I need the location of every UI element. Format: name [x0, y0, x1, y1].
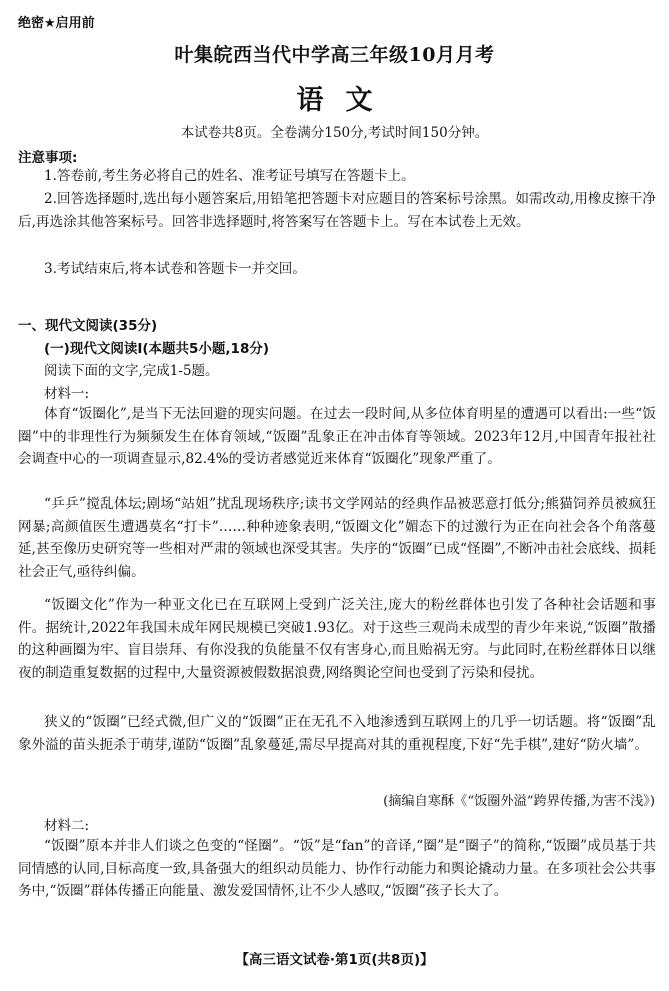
material1-paragraph-3: “饭圈文化”作为一种亚文化已在互联网上受到广泛关注,庞大的粉丝群体也引发了各种社会话题和事件。据统计,2022年我国未成年网民规模已突破1.93亿。对于这些三观尚未成型的青少年来说,“饭圈”散播的这种画圈为牢、盲目崇拜、有你没我的负能量不仅有害身心,而且贻祸无穷。与此同时,在粉丝群体日以继夜的制造重复数据的过程中,大量资源被假数据浪费,网络舆论空间也受到了污染和侵扰。	[18, 597, 656, 681]
notice-heading: 注意事项:	[18, 150, 78, 166]
material1-paragraph-2: “乒乒”搅乱体坛;剧场“站姐”扰乱现场秩序;读书文学网站的经典作品被恶意打低分;熊猫饲养员被疯狂网暴;高颜值医生遭遇莫名“打卡”……种种迹象表明,“饭圈文化”媚态下的过激行为正在向社会各个角落蔓延,甚至像历史研究等一些相对严肃的领域也深受其害。失序的“饭圈”已成“怪圈”,不断冲击社会底线、损耗社会正气,亟待纠偏。	[18, 496, 656, 580]
page-footer: 【高三语文试卷·第1页(共8页)】	[235, 952, 434, 968]
material1-paragraph-4: 狭义的“饭圈”已经式微,但广义的“饭圈”正在无孔不入地渗透到互联网上的几乎一切话题。将“饭圈”乱象外溢的苗头扼杀于萌芽,谨防“饭圈”乱象蔓延,需尽早提高对其的重视程度,下好“先手棋”,建好“防火墙”。	[18, 714, 656, 753]
material1-paragraph-1: 体育“饭圈化”,是当下无法回避的现实问题。在过去一段时间,从多位体育明星的遭遇可以看出:一些“饭圈”中的非理性行为频频发生在体育领域,“饭圈”乱象正在冲击体育等领域。2023年12月,中国青年报社社会调查中心的一项调查显示,82.4%的受访者感觉近来体育“饭圈化”现象严重了。	[18, 406, 656, 468]
material1-label: 材料一:	[44, 386, 90, 402]
confidential-mark: 绝密★启用前	[18, 16, 95, 31]
exam-title: 叶集皖西当代中学高三年级10月月考	[174, 44, 495, 66]
exam-info: 本试卷共8页。全卷满分150分,考试时间150分钟。	[180, 125, 489, 141]
notice-item-1: 1.答卷前,考生务必将自己的姓名、准考证号填写在答题卡上。	[44, 168, 415, 184]
subsection-heading: (一)现代文阅读Ⅰ(本题共5小题,18分)	[44, 341, 270, 357]
material2-label: 材料二:	[44, 818, 90, 834]
material2-paragraph-1: “饭圈”原本并非人们谈之色变的“怪圈”。“饭”是“fan”的音译,“圈”是“圈子”的简称,“饭圈”成员基于共同情感的认同,目标高度一致,具备强大的组织动员能力、协作行动能力和舆论撬动力量。在多项社会公共事务中,“饭圈”群体传播正向能量、激发爱国情怀,让不少人感叹,“饭圈”孩子长大了。	[18, 838, 656, 900]
notice-item-2: 2.回答选择题时,选出每小题答案后,用铅笔把答题卡对应题目的答案标号涂黑。如需改动,用橡皮擦干净后,再选涂其他答案标号。回答非选择题时,将答案写在答题卡上。写在本试卷上无效。	[18, 191, 656, 230]
section-heading: 一、现代文阅读(35分)	[18, 318, 158, 334]
notice-item-3: 3.考试结束后,将本试卷和答题卡一并交回。	[44, 261, 306, 277]
reading-instruction: 阅读下面的文字,完成1-5题。	[44, 363, 219, 379]
material1-source: (摘编自寒酥《“饭圈外溢”跨界传播,为害不浅》)	[383, 794, 655, 809]
subject-title: 语文	[296, 85, 395, 116]
